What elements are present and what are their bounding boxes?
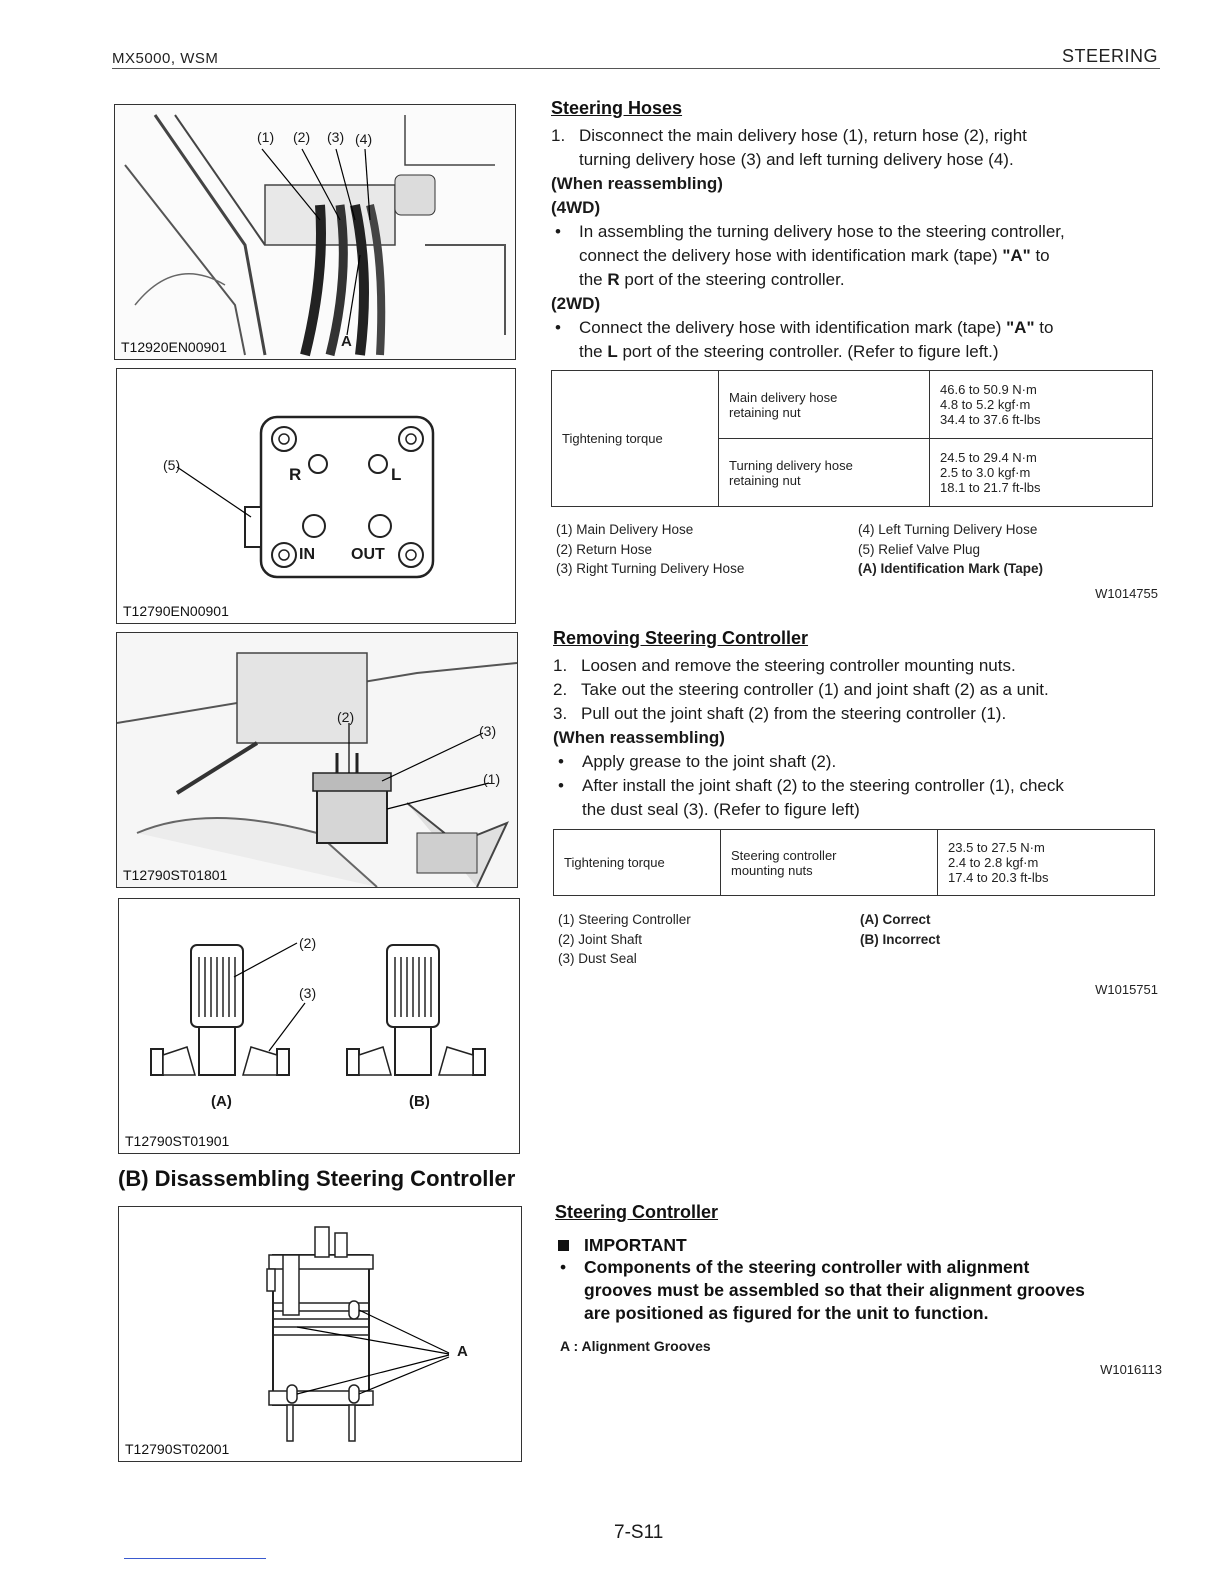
hoses-2wd-bullet: • Connect the delivery hose with identification mark (tape) "A" to the L port of the steering controller. (Refer to figure left.) <box>555 316 1161 364</box>
alignment-grooves-illustration <box>119 1207 521 1461</box>
controller-photo-illustration <box>117 633 517 887</box>
removing-title: Removing Steering Controller <box>553 628 809 648</box>
ports-illustration <box>117 369 515 623</box>
fig4-label-a: (A) <box>211 1093 232 1110</box>
fig3-code: T12790ST01801 <box>123 867 228 883</box>
alignment-note: A : Alignment Grooves <box>560 1338 711 1354</box>
hoses-2wd-line2: the L port of the steering controller. (Refer to figure left.) <box>579 342 999 361</box>
hoses-4wd-line2: connect the delivery hose with identification mark (tape) "A" to <box>579 246 1050 265</box>
hoses-torque-values-2: 24.5 to 29.4 N·m 2.5 to 3.0 kgf·m 18.1 to 21.7 ft-lbs <box>930 439 1153 507</box>
fig5-code: T12790ST02001 <box>125 1441 230 1457</box>
hoses-step-1-line2: turning delivery hose (3) and left turning delivery hose (4). <box>579 150 1014 169</box>
removing-reassembling: (When reassembling) <box>553 728 725 747</box>
removing-torque-values: 23.5 to 27.5 N·m 2.4 to 2.8 kgf·m 17.4 to 20.3 ft-lbs <box>938 830 1155 896</box>
page-number: 7-S11 <box>614 1522 664 1543</box>
removing-torque-label: Tightening torque <box>554 830 721 896</box>
dust-seal-illustration <box>119 899 519 1153</box>
fig2-label-5: (5) <box>163 457 181 473</box>
important-text: • Components of the steering controller with alignment grooves must be assembled so that their alignment grooves are positioned as figured for the unit to function. <box>560 1257 1085 1323</box>
removing-code: W1015751 <box>1095 982 1158 997</box>
disassembling-code: W1016113 <box>1100 1362 1162 1377</box>
hoses-illustration <box>115 105 515 359</box>
disassembling-title: (B) Disassembling Steering Controller <box>118 1166 516 1191</box>
figure-controller-ports <box>116 368 516 624</box>
fig4-label-2: (2) <box>299 935 317 951</box>
steering-controller-title: Steering Controller <box>555 1202 719 1222</box>
removing-legend-right: (A) Correct (B) Incorrect <box>860 912 941 947</box>
hoses-4wd-line3: the R port of the steering controller. <box>579 270 845 289</box>
removing-step-3: 3. Pull out the joint shaft (2) from the steering controller (1). <box>553 704 1007 723</box>
hoses-legend-left: (1) Main Delivery Hose (2) Return Hose (3) Right Turning Delivery Hose <box>556 522 745 576</box>
hoses-reassembling: (When reassembling) <box>551 174 723 193</box>
header-rule <box>112 68 1160 69</box>
fig2-code: T12790EN00901 <box>123 603 229 619</box>
hoses-step-1-line1: Disconnect the main delivery hose (1), return hose (2), right <box>579 126 1027 145</box>
fig3-label-3: (3) <box>479 723 497 739</box>
hoses-code: W1014755 <box>1095 586 1158 601</box>
hoses-2wd: (2WD) <box>551 294 601 313</box>
removing-step-2: 2. Take out the steering controller (1) and joint shaft (2) as a unit. <box>553 680 1049 699</box>
fig4-label-b: (B) <box>409 1093 430 1110</box>
fig1-label-3: (3) <box>327 129 345 145</box>
hoses-2wd-line1: Connect the delivery hose with identification mark (tape) "A" to <box>579 318 1054 337</box>
figure-dust-seal <box>118 898 520 1154</box>
removing-bullet-2: • After install the joint shaft (2) to the steering controller (1), check the dust seal (3). (Refer to figure left) <box>558 776 1064 819</box>
removing-step-1: 1. Loosen and remove the steering controller mounting nuts. <box>553 656 1016 675</box>
fig2-port-l: L <box>391 465 402 484</box>
figure-controller-photo <box>116 632 518 888</box>
removing-torque-item: Steering controller mounting nuts <box>721 830 938 896</box>
header-manual-name: MX5000, WSM <box>112 50 219 67</box>
figure-hoses-photo <box>114 104 516 360</box>
hoses-torque-table <box>551 370 1153 507</box>
removing-legend-left: (1) Steering Controller (2) Joint Shaft (3) Dust Seal <box>558 912 691 966</box>
fig1-label-2: (2) <box>293 129 311 145</box>
important-square-icon <box>558 1240 569 1251</box>
removing-torque-table <box>553 829 1155 896</box>
footer-rule <box>124 1558 266 1559</box>
figure-alignment-grooves <box>118 1206 522 1462</box>
fig4-label-3: (3) <box>299 985 317 1001</box>
fig1-code: T12920EN00901 <box>121 339 227 355</box>
hoses-legend-right: (4) Left Turning Delivery Hose (5) Relief Valve Plug (A) Identification Mark (Tape) <box>858 522 1044 576</box>
fig3-label-2: (2) <box>337 709 355 725</box>
fig1-label-1: (1) <box>257 129 275 145</box>
fig5-mark-a: A <box>457 1343 468 1360</box>
removing-bullet-1: • Apply grease to the joint shaft (2). <box>558 752 837 771</box>
fig2-port-r: R <box>289 465 302 484</box>
fig4-code: T12790ST01901 <box>125 1133 230 1149</box>
hoses-torque-values-1: 46.6 to 50.9 N·m 4.8 to 5.2 kgf·m 34.4 to 37.6 ft-lbs <box>930 371 1153 439</box>
important-heading: IMPORTANT <box>558 1234 1158 1258</box>
hoses-step-1-num: 1. <box>551 126 566 145</box>
hoses-torque-label: Tightening torque <box>552 371 719 507</box>
steering-hoses-title: Steering Hoses <box>551 98 683 118</box>
fig1-label-4: (4) <box>355 131 373 147</box>
header-section-name: STEERING <box>1061 46 1158 66</box>
hoses-4wd: (4WD) <box>551 198 601 217</box>
hoses-4wd-line1: In assembling the turning delivery hose to the steering controller, <box>579 222 1065 241</box>
fig2-port-in: IN <box>299 546 315 563</box>
fig3-label-1: (1) <box>483 771 501 787</box>
hoses-torque-item-2: Turning delivery hose retaining nut <box>719 439 930 507</box>
fig2-port-out: OUT <box>351 546 385 563</box>
hoses-step-1 <box>551 124 1161 172</box>
hoses-torque-item-1: Main delivery hose retaining nut <box>719 371 930 439</box>
hoses-4wd-bullet: • In assembling the turning delivery hose to the steering controller, connect the delivery hose with identification mark (tape) "A" to the R port of the steering controller. <box>555 220 1161 292</box>
fig1-mark-a: A <box>341 333 352 350</box>
